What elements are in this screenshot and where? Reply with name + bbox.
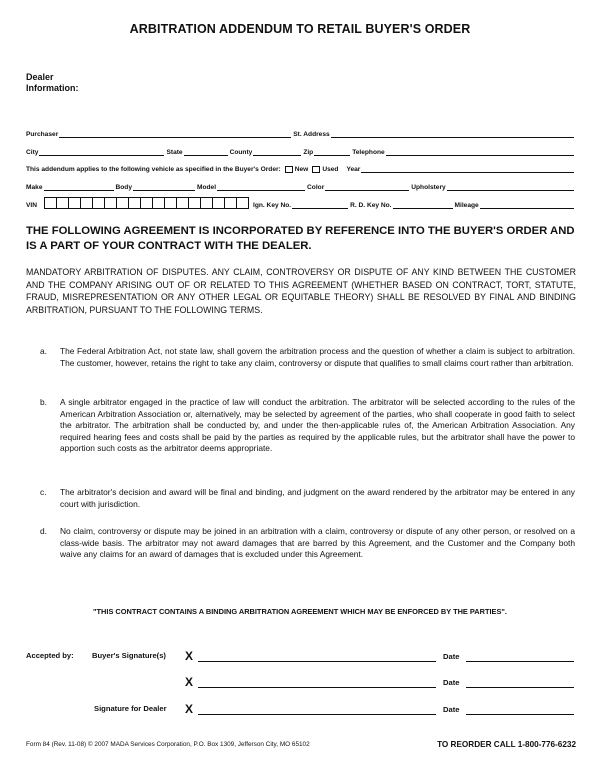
upholstery-field[interactable] xyxy=(447,183,574,191)
vehicle-note-row xyxy=(26,162,574,173)
model-field[interactable] xyxy=(217,183,305,191)
st-address-label: St. Address xyxy=(293,131,330,138)
dealer-label-line1: Dealer xyxy=(26,72,54,82)
vin-label: VIN xyxy=(26,202,37,209)
vin-cell[interactable] xyxy=(200,198,212,208)
telephone-label: Telephone xyxy=(352,149,385,156)
city-label: City xyxy=(26,149,39,156)
vin-boxes[interactable] xyxy=(44,197,249,209)
vehicle-note: This addendum applies to the following vehicle as specified in the Buyer's Order: xyxy=(26,166,281,173)
county-field[interactable] xyxy=(253,148,301,156)
ign-key-field[interactable] xyxy=(292,201,348,209)
vin-cell[interactable] xyxy=(80,198,92,208)
dealer-signature-label: Signature for Dealer xyxy=(94,704,167,713)
body-label: Body xyxy=(115,184,132,191)
binding-arbitration-notice: "THIS CONTRACT CONTAINS A BINDING ARBITRATION AGREEMENT WHICH MAY BE ENFORCED BY THE PARTIES". xyxy=(93,607,507,616)
clause-text: The arbitrator's decision and award will be final and binding, and judgment on the award rendered by the arbitrator may be entered in any court with jurisdiction. xyxy=(60,487,575,509)
state-label: State xyxy=(166,149,183,156)
agreement-heading: THE FOLLOWING AGREEMENT IS INCORPORATED BY REFERENCE INTO THE BUYER'S ORDER AND IS A PART OF YOUR CONTRACT WITH THE DEALER. xyxy=(26,225,575,252)
vin-cell[interactable] xyxy=(236,198,248,208)
mileage-field[interactable] xyxy=(480,201,574,209)
make-field[interactable] xyxy=(44,183,114,191)
vin-cell[interactable] xyxy=(164,198,176,208)
vin-cell[interactable] xyxy=(104,198,116,208)
clause-letter: d. xyxy=(40,526,47,536)
clause-c xyxy=(40,487,575,510)
vin-cell[interactable] xyxy=(140,198,152,208)
clause-a xyxy=(40,346,575,369)
vin-cell[interactable] xyxy=(176,198,188,208)
rd-key-field[interactable] xyxy=(393,201,453,209)
clause-letter: c. xyxy=(40,487,47,497)
vin-cell[interactable] xyxy=(152,198,164,208)
dealer-information-label xyxy=(26,72,79,94)
purchaser-label: Purchaser xyxy=(26,131,59,138)
date-label: Date xyxy=(443,652,460,661)
vin-cell[interactable] xyxy=(92,198,104,208)
mandatory-arbitration-paragraph: MANDATORY ARBITRATION OF DISPUTES. ANY CLAIM, CONTROVERSY OR DISPUTE OF ANY KIND BETWEEN THE CUSTOMER AND THE COMPANY ARISING OUT OF OR RELATED TO THIS AGREEMENT (WHETHER BASED ON CONTRACT, TORT, STATUTE, FRAUD, MISREPRESENTATION OR ANY OTHER LEGAL OR EQUITABLE THEORY) SHALL BE RESOLVED BY FINAL AND BINDING ARBITRATION, PURSUANT TO THE FOLLOWING TERMS. xyxy=(26,267,576,315)
dealer-signature-line[interactable] xyxy=(198,713,436,715)
vin-cell[interactable] xyxy=(45,198,56,208)
zip-field[interactable] xyxy=(314,148,350,156)
county-label: County xyxy=(229,149,253,156)
year-label: Year xyxy=(346,166,361,173)
purchaser-row xyxy=(26,127,574,138)
color-field[interactable] xyxy=(325,183,409,191)
zip-label: Zip xyxy=(303,149,314,156)
body-field[interactable] xyxy=(133,183,195,191)
clause-b xyxy=(40,397,575,455)
vin-cell[interactable] xyxy=(212,198,224,208)
make-label: Make xyxy=(26,184,43,191)
vin-cell[interactable] xyxy=(224,198,236,208)
vin-cell[interactable] xyxy=(68,198,80,208)
clause-letter: b. xyxy=(40,397,47,407)
model-label: Model xyxy=(196,184,217,191)
year-field[interactable] xyxy=(361,165,574,173)
signature-x-mark: X xyxy=(185,702,194,716)
accepted-by-label: Accepted by: xyxy=(26,651,74,660)
clause-text: The Federal Arbitration Act, not state law, shall govern the arbitration process and the question of whether a claim is subject to arbitration. The customer, however, retains the right to take any claim, controversy or dispute that qualifies to small claims court rather than arbitration. xyxy=(60,346,575,368)
used-label: Used xyxy=(322,166,339,173)
clause-text: A single arbitrator engaged in the practice of law will conduct the arbitration. The arbitrator will be selected according to the rules of the American Arbitration Association or, alternatively, may be selected by agreement of the parties, who shall cooperate in good faith to select the arbitrator. The arbitration shall be conducted by, and under the then-applicable rules of, the American Arbitration Association. Any required hearing fees and costs shall be paid by the parties as required by the applicable rules, but the arbitrator shall have the power to apportion such costs as the arbitrator deems appropriate. xyxy=(60,397,575,454)
clause-text: No claim, controversy or dispute may be joined in an arbitration with a claim, controversy or dispute of any other person, or resolved on a class-wide basis. The arbitrator may not award damages that are barred by this Agreement, and the Customer and the Company both waive any claims for an award of damages that is excluded under this Agreement. xyxy=(60,526,575,560)
reorder-phone: TO REORDER CALL 1-800-776-6232 xyxy=(437,740,576,749)
date-line-3[interactable] xyxy=(466,713,574,715)
telephone-field[interactable] xyxy=(386,148,574,156)
buyer-signature-line-2[interactable] xyxy=(198,686,436,688)
color-label: Color xyxy=(307,184,325,191)
used-checkbox[interactable] xyxy=(312,166,320,173)
date-label: Date xyxy=(443,705,460,714)
buyer-signature-line-1[interactable] xyxy=(198,660,436,662)
st-address-field[interactable] xyxy=(331,130,574,138)
signature-x-mark: X xyxy=(185,675,194,689)
vin-row xyxy=(26,196,574,209)
clause-letter: a. xyxy=(40,346,47,356)
date-label: Date xyxy=(443,678,460,687)
form-footer: Form 84 (Rev. 11-08) © 2007 MADA Services Corporation, P.O. Box 1309, Jefferson City, MO 65102 xyxy=(26,741,310,748)
signature-x-mark: X xyxy=(185,649,194,663)
date-line-1[interactable] xyxy=(466,660,574,662)
city-field[interactable] xyxy=(39,148,164,156)
rd-key-label: R. D. Key No. xyxy=(350,202,392,209)
buyer-signature-label: Buyer's Signature(s) xyxy=(92,651,166,660)
clause-d xyxy=(40,526,575,561)
state-field[interactable] xyxy=(184,148,228,156)
purchaser-field[interactable] xyxy=(59,130,291,138)
date-line-2[interactable] xyxy=(466,686,574,688)
vin-cell[interactable] xyxy=(188,198,200,208)
vin-cell[interactable] xyxy=(116,198,128,208)
new-checkbox[interactable] xyxy=(285,166,293,173)
make-row xyxy=(26,180,574,191)
upholstery-label: Upholstery xyxy=(411,184,446,191)
city-row xyxy=(26,145,574,156)
form-title: ARBITRATION ADDENDUM TO RETAIL BUYER'S ORDER xyxy=(129,22,471,36)
new-label: New xyxy=(294,166,309,173)
mileage-label: Mileage xyxy=(454,202,479,209)
dealer-label-line2: Information: xyxy=(26,83,79,93)
ign-key-label: Ign. Key No. xyxy=(253,202,292,209)
vin-cell[interactable] xyxy=(56,198,68,208)
vin-cell[interactable] xyxy=(128,198,140,208)
